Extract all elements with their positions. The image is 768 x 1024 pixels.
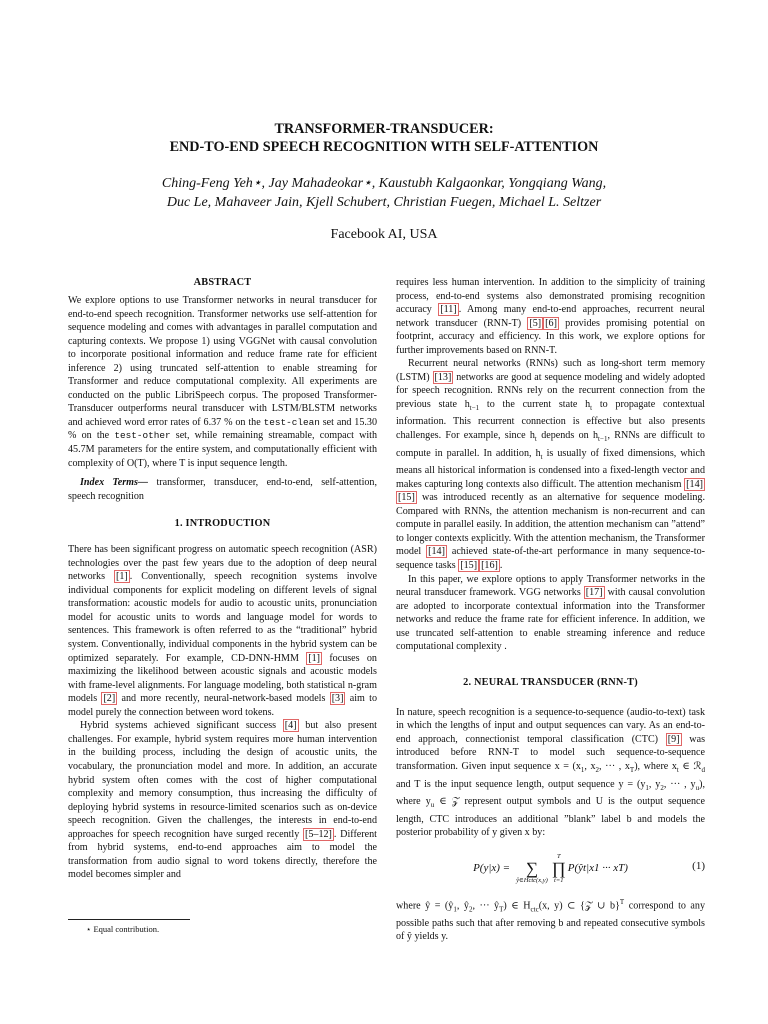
subscript: t−1 (598, 435, 608, 444)
text-run: and more recently, neural-network-based models (117, 693, 330, 705)
text-run: ∈ ℛ (678, 761, 702, 772)
text-run: , ··· ŷ (472, 900, 500, 912)
text-run: (x, y) ⊂ {𝒵 ∪ b} (538, 900, 620, 912)
superscript: T (619, 897, 625, 906)
abstract-mono-b: test-other (114, 430, 171, 442)
intro-paragraph-4 (396, 357, 705, 572)
intro-paragraph-1 (68, 543, 377, 719)
text-run: , y (648, 778, 661, 790)
subscript: t (676, 766, 679, 775)
citation: [15] (460, 559, 478, 571)
text-run: to propagate contextual information. This recurrent connection is effective but also presents challenges. For example, since h (396, 398, 705, 442)
abstract-part-a: We explore options to use Transformer networks in neural transducer for end-to-end speech recognition. Transformer networks use self-attention for sequence modeling and comes with advantages in parallel computation and capturing contexts. We propose 1) using VGGNet with causal convolution to incorporate positional information and reduce frame rate for efficient inference 2) using truncated self-attention to enable streaming for Transformer and reduce computational complexity. All experiments are conducted on the public LibriSpeech corpus. The proposed Transformer-Transducer outperforms neural transducer with LSTM/BLSTM networks and achieved word error rates of 6.37 % on the (68, 295, 377, 428)
subscript: 1 (645, 783, 649, 792)
text-run: . Among many end-to-end approaches, recurrent neural network transducer (RNN-T) (396, 304, 705, 329)
citation: [9] (667, 733, 680, 745)
text-run: focuses on maximizing the likelihood between acoustic signals and acoustic models with frame-level alignments. For language modeling, both statistical n-gram models (68, 652, 377, 705)
text-run: Hybrid systems achieved significant success (80, 720, 283, 732)
subscript: d (701, 766, 706, 775)
authors-line-1: Ching-Feng Yeh⋆, Jay Mahadeokar⋆, Kaustubh Kalgaonkar, Yongqiang Wang, (161, 176, 607, 191)
rnnt-paragraph-1 (396, 706, 705, 840)
subscript: 2 (468, 905, 473, 914)
text-run: There has been significant progress on automatic speech recognition (ASR) technologies over the past few years due to the adoption of deep neural networks (68, 544, 377, 583)
subscript: T (499, 905, 504, 914)
text-run: to the current state h (479, 398, 591, 410)
text-run: correspond to any possible paths such that after removing b and repeated consecutive symbols of ŷ yields y. (396, 900, 705, 943)
abstract-heading: ABSTRACT (193, 277, 252, 288)
text-run: , ··· , x (599, 761, 630, 772)
citation: [16] (481, 559, 498, 571)
left-column (68, 276, 377, 882)
text-run: and T is the input sequence length, output sequence y = (y (396, 778, 646, 790)
subscript: t (590, 403, 593, 412)
text-run: , x (584, 761, 596, 772)
text-run: ∈ 𝒵 represent output symbols and U is the output sequence length, CTC introduces an additional ”blank” label b and models the posterior probability of y given x by: (396, 796, 705, 839)
sum-symbol: ∑ (525, 858, 538, 878)
abstract-text (68, 294, 377, 470)
text-run: In nature, speech recognition is a sequence-to-sequence (audio-to-text) task in which the lengths of input and output sequences can vary. As an end-to-end approach, connectionist temporal classification (CTC) (396, 706, 705, 745)
title-line-2: END-TO-END SPEECH RECOGNITION WITH SELF-ATTENTION (169, 139, 599, 155)
subscript: t−1 (469, 403, 480, 412)
abstract-part-b: set and 15.30 % on the (68, 416, 378, 442)
text-run: , ŷ (456, 900, 469, 912)
text-run: . Different from hybrid systems, end-to-end approaches aim to model the transformation from audio signal to word tokens directly, therefore the model becomes simpler and (68, 828, 377, 881)
paper-title (0, 120, 768, 156)
text-run: depends on h (536, 430, 599, 442)
rnnt-paragraph-2 (396, 896, 705, 944)
citation: [14] (686, 478, 703, 490)
citation: [5] (529, 317, 542, 329)
text-run: ) ∈ H (503, 900, 531, 912)
citation: [15] (398, 492, 415, 504)
equation-lhs: P(y|x) = (473, 862, 511, 874)
citation: [17] (585, 587, 603, 599)
text-run: . (499, 559, 503, 571)
introduction-heading: 1. INTRODUCTION (174, 518, 271, 530)
index-terms-label: Index Terms— (80, 477, 149, 489)
subscript: u (430, 801, 435, 810)
subscript: 1 (580, 766, 585, 775)
text-run: achieved state-of-the-art performance in many sequence-to-sequence tasks (396, 546, 705, 571)
subscript: t (534, 435, 537, 444)
text-run: , ··· , y (663, 778, 696, 790)
sum-limit: ŷ∈Hctc(x,y) (516, 876, 548, 884)
intro-paragraph-2 (68, 719, 377, 882)
subscript: 2 (660, 783, 664, 792)
citation: [2] (103, 693, 116, 705)
citation: [11] (440, 304, 457, 316)
citation: [13] (434, 371, 452, 383)
sum-operator (516, 853, 548, 885)
product-lower-limit: t=1 (554, 876, 564, 884)
text-run: . Conventionally, speech recognition systems involve individual components for explicit modeling on different levels of signal transformation: acoustic models for audio to acoustic units, pronunciation model for acoustic units to words and language model for words to sentences. This framework is often referred to as the “traditional” hybrid system. Conventionally, individual components in the hybrid system can be optimized separately. For example, CD-DNN-HMM (68, 571, 378, 664)
citation: [6] (545, 317, 557, 329)
citation: [1] (116, 571, 128, 583)
subscript: T (629, 766, 635, 775)
subscript: 2 (595, 766, 600, 775)
subscript: 1 (453, 905, 457, 914)
citation: [4] (284, 720, 297, 732)
intro-paragraph-3 (396, 276, 705, 357)
text-run: , RNNs are difficult to compute in parallel. In addition, h (396, 430, 705, 459)
right-column (396, 276, 705, 944)
text-run: provides promising potential on footprint, accuracy and efficiency. In this work, we explore options for further improvements based on RNN-T. (396, 317, 705, 356)
author-list (0, 174, 768, 212)
footnote: ⋆ Equal contribution. (86, 924, 160, 934)
product-upper-limit: T (556, 852, 561, 860)
text-run: was introduced recently as an alternative for sequence modeling. Compared with RNNs, the attention mechanism is non-recurrent and can compute in parallel easily. In addition, the attention mechanism can ”attend” to longer contexts explicitly. With the attention mechanism, the Transformer model (396, 492, 705, 558)
text-run: aim to model purely the connection between word tokens. (68, 693, 377, 718)
equation-1 (396, 846, 705, 892)
abstract-mono-a: test-clean (263, 416, 320, 428)
text-run: Recurrent neural networks (RNNs) such as long-short term memory (LSTM) (396, 358, 705, 383)
product-symbol: ∏ (551, 858, 566, 878)
citation: [5–12] (305, 828, 332, 840)
text-run: In this paper, we explore options to apply Transformer networks in the neural transducer framework. VGG networks (396, 573, 705, 599)
title-line-1: TRANSFORMER-TRANSDUCER: (274, 121, 494, 137)
equation-rhs: P(ŷt|x1 ··· xT) (567, 862, 628, 874)
text-run: ), where x (634, 761, 677, 772)
text-run: was introduced before RNN-T to model such sequence-to-sequence transformation. Given input sequence x = (x (396, 733, 705, 772)
subscript: ctc (530, 905, 539, 914)
index-terms (68, 476, 377, 503)
equation-number: (1) (692, 859, 705, 872)
subscript: t (540, 452, 543, 461)
neural-transducer-heading: 2. NEURAL TRANSDUCER (RNN-T) (463, 676, 638, 688)
citation: [1] (308, 652, 321, 664)
index-terms-text: transformer, transducer, end-to-end, self-attention, speech recognition (68, 477, 377, 502)
text-run: requires less human intervention. In addition to the simplicity of training process, end-to-end systems also demonstrated promising recognition accuracy (396, 277, 705, 316)
text-run: is usually of fixed dimensions, which means all historical information is condensed into a fixed-length vector and makes capturing long contexts also difficult. The attention mechanism (396, 447, 705, 490)
citation: [3] (331, 693, 344, 705)
intro-paragraph-5 (396, 573, 705, 654)
text-run: ), where y (396, 778, 705, 808)
affiliation: Facebook AI, USA (330, 227, 438, 242)
citation: [14] (428, 546, 445, 558)
subscript: u (695, 783, 700, 792)
text-run: but also present challenges. For example, hybrid system requires more human intervention in the building process, including the design of acoustic units, the vocabulary, the pronunciation model and more. In addition, an accurate hybrid system often comes with the cost of higher computational complexity and memory consumption, thus increasing the difficulty of deploying hybrid systems in resource-limited scenarios such as on-device speech recognition. Given the challenges, the interests in end-to-end approaches for speech recognition have surged recently (68, 720, 377, 840)
text-run: where ŷ = (ŷ (396, 900, 454, 912)
product-operator (552, 853, 566, 885)
text-run: with causal convolution are adopted to incorporate contextual information into the Transformer networks and reduce the frame rate for efficient inference. In addition, we use truncated self-attention to enable streaming inference and reduce computational complexity . (396, 587, 705, 653)
abstract-part-c: set, while remaining streamable, compact with 45.7M parameters for the entire system, and computationally efficient with complexity of O(T), where T is input sequence length. (68, 430, 378, 469)
text-run: networks are good at sequence modeling and widely adopted for speech recognition. RNNs rely on the recurrent connection from the previous state h (396, 371, 706, 410)
authors-line-2: Duc Le, Mahaveer Jain, Kjell Schubert, Christian Fuegen, Michael L. Seltzer (166, 195, 602, 210)
footnote-rule (68, 919, 190, 920)
